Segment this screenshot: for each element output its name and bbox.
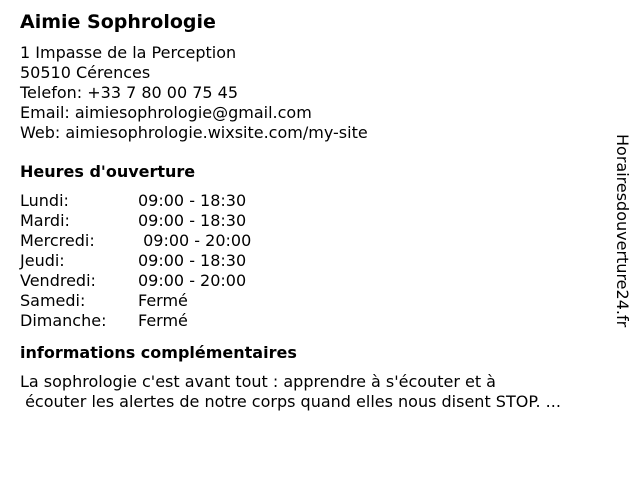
hours-row-wednesday	[20, 231, 610, 251]
hours-time: 09:00 - 20:00	[138, 271, 247, 290]
hours-day: Dimanche:	[20, 311, 107, 330]
web-line: Web: aimiesophrologie.wixsite.com/my-site	[20, 123, 368, 142]
hours-time: Fermé	[138, 311, 188, 330]
additional-info-heading: informations complémentaires	[20, 343, 297, 362]
hours-row-tuesday	[20, 211, 610, 231]
site-watermark: Horairesdouverture24.fr	[613, 134, 632, 328]
hours-row-saturday	[20, 291, 610, 311]
hours-row-sunday	[20, 311, 610, 331]
hours-time: 09:00 - 20:00	[138, 231, 252, 250]
business-name: Aimie Sophrologie	[20, 11, 216, 33]
hours-day: Samedi:	[20, 291, 86, 310]
description-line-1: La sophrologie c'est avant tout : apprendre à s'écouter et à	[20, 372, 496, 391]
address-line-1: 1 Impasse de la Perception	[20, 43, 237, 62]
hours-day: Jeudi:	[20, 251, 65, 270]
hours-time: 09:00 - 18:30	[138, 191, 247, 210]
phone-line: Telefon: +33 7 80 00 75 45	[20, 83, 239, 102]
hours-row-friday	[20, 271, 610, 291]
hours-time: Fermé	[138, 291, 188, 310]
email-line: Email: aimiesophrologie@gmail.com	[20, 103, 312, 122]
opening-hours-heading: Heures d'ouverture	[20, 162, 196, 181]
hours-day: Lundi:	[20, 191, 69, 210]
hours-time: 09:00 - 18:30	[138, 251, 247, 270]
hours-row-thursday	[20, 251, 610, 271]
business-card	[20, 10, 610, 412]
address-line-2: 50510 Cérences	[20, 63, 151, 82]
hours-time: 09:00 - 18:30	[138, 211, 247, 230]
hours-day: Mercredi:	[20, 231, 95, 250]
description-line-2: écouter les alertes de notre corps quand elles nous disent STOP. ...	[20, 392, 561, 411]
hours-row-monday	[20, 191, 610, 211]
hours-day: Mardi:	[20, 211, 70, 230]
hours-day: Vendredi:	[20, 271, 96, 290]
